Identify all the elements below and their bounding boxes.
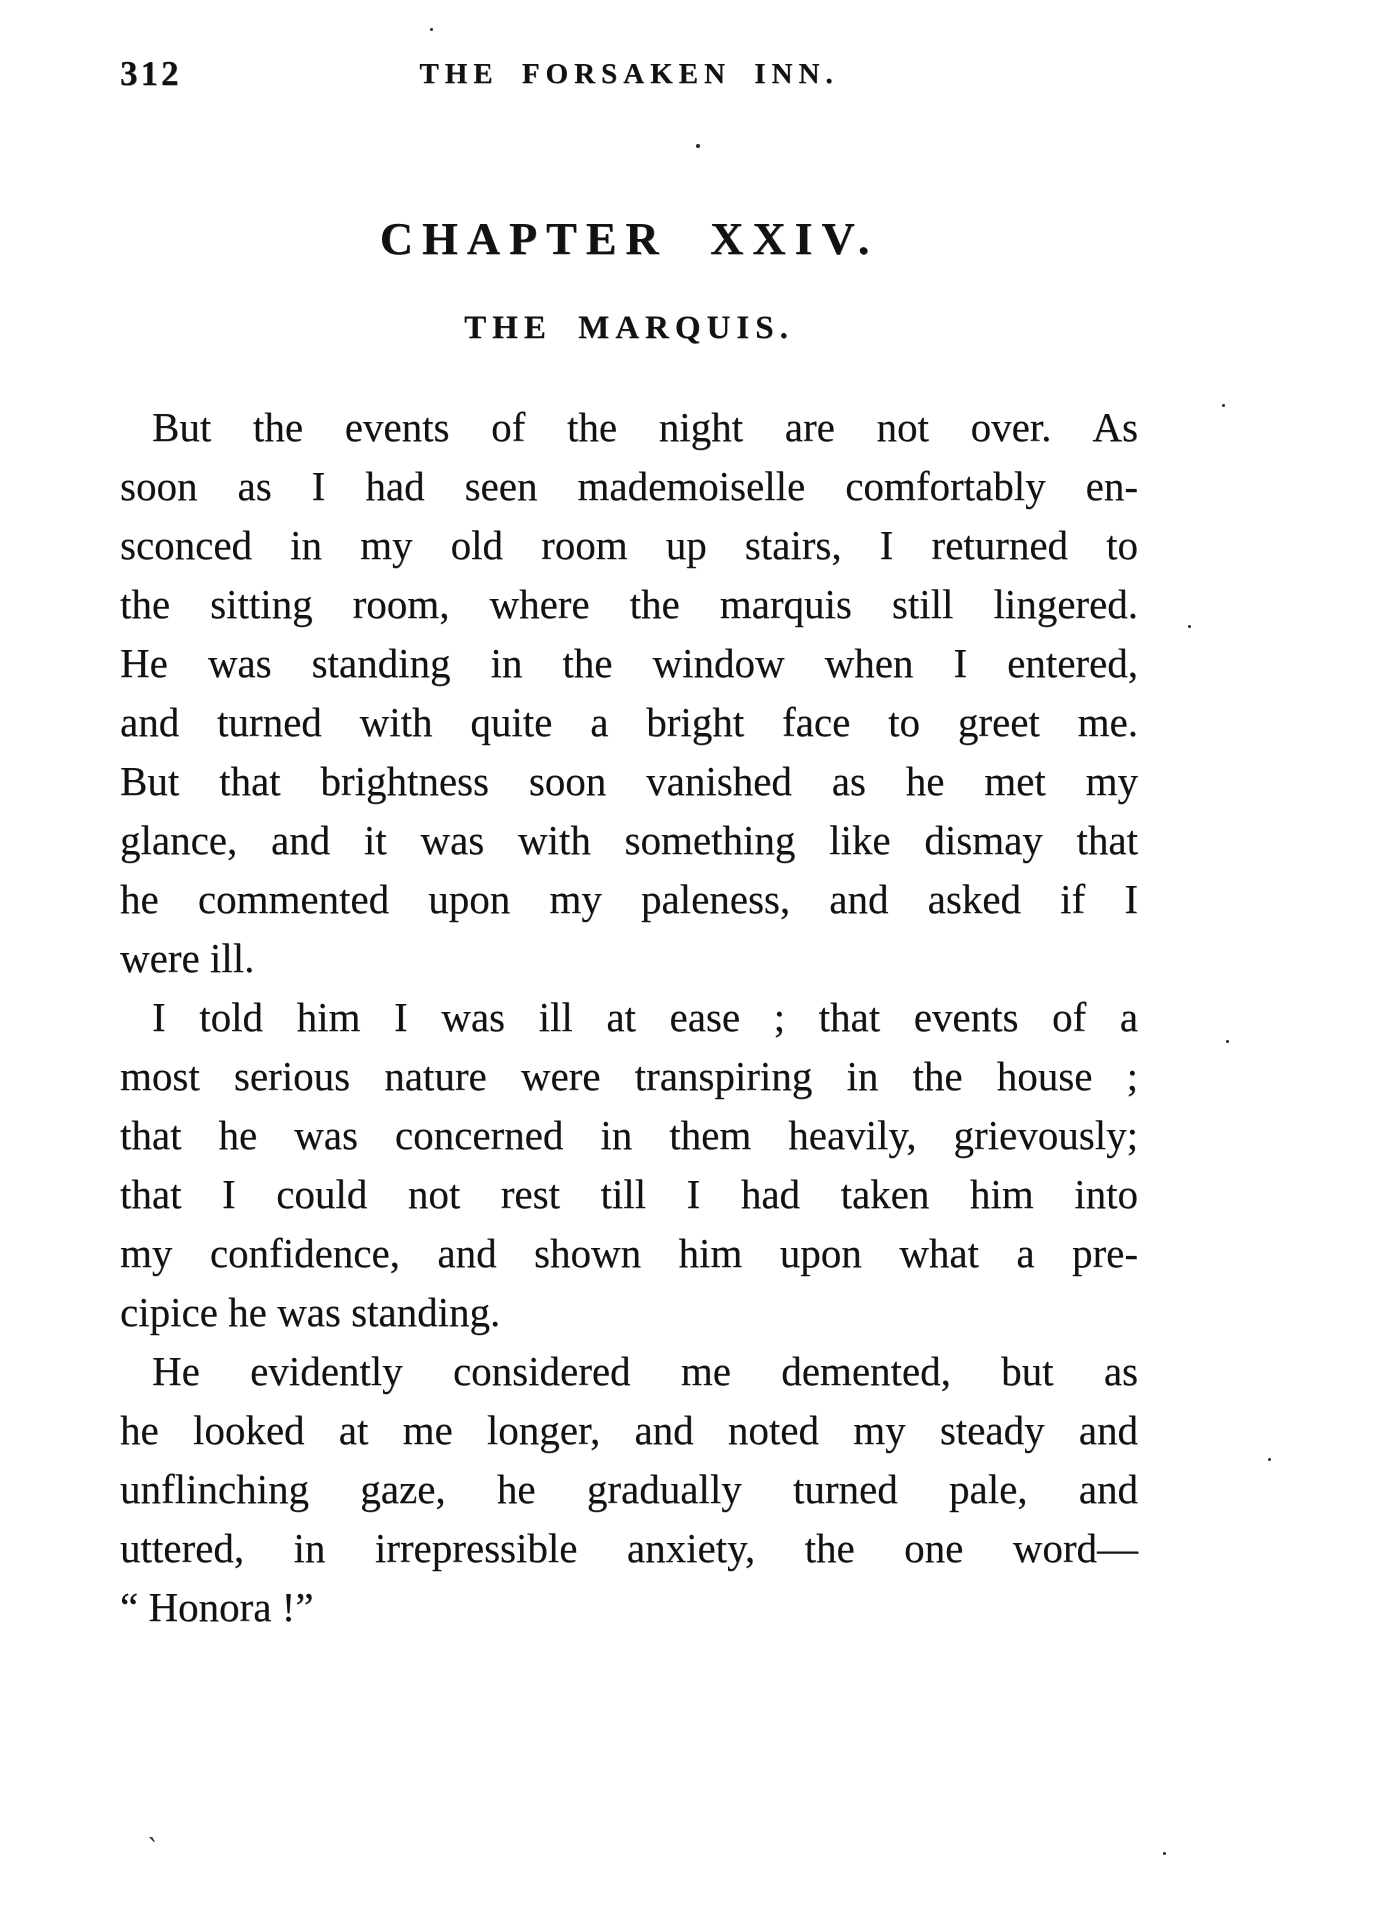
- text-line: But that brightness soon vanished as he met my: [120, 758, 1138, 804]
- text-line: soon as I had seen mademoiselle comfortably en-: [120, 463, 1138, 509]
- chapter-heading: CHAPTER XXIV.: [379, 213, 879, 264]
- text-line: I told him I was ill at ease ; that events of a: [152, 994, 1138, 1040]
- scan-speck: [1222, 404, 1225, 407]
- text-line: He evidently considered me demented, but as: [152, 1348, 1138, 1394]
- chapter-subtitle: THE MARQUIS.: [464, 310, 794, 346]
- text-line: that I could not rest till I had taken him into: [120, 1171, 1138, 1217]
- text-line: were ill.: [120, 935, 255, 981]
- running-title: THE FORSAKEN INN.: [419, 58, 839, 90]
- text-line: But the events of the night are not over. As: [152, 404, 1138, 450]
- page-number: 312: [120, 54, 182, 93]
- text-line: that he was concerned in them heavily, grievously;: [120, 1112, 1138, 1158]
- text-line: uttered, in irrepressible anxiety, the one word—: [120, 1525, 1138, 1571]
- text-line: and turned with quite a bright face to greet me.: [120, 699, 1138, 745]
- text-line: unflinching gaze, he gradually turned pale, and: [120, 1466, 1138, 1512]
- scan-speck: [696, 144, 700, 148]
- text-line: glance, and it was with something like dismay that: [120, 817, 1138, 863]
- text-line: most serious nature were transpiring in the house ;: [120, 1053, 1138, 1099]
- text-line: cipice he was standing.: [120, 1289, 501, 1335]
- scan-speck: [1268, 1458, 1271, 1461]
- scan-stray-mark: `: [143, 1831, 159, 1866]
- text-line: sconced in my old room up stairs, I returned to: [120, 522, 1138, 568]
- scan-speck: [1188, 625, 1191, 628]
- text-line: the sitting room, where the marquis still lingered.: [120, 581, 1138, 627]
- text-line: he looked at me longer, and noted my steady and: [120, 1407, 1138, 1453]
- scan-speck: [1163, 1852, 1166, 1855]
- running-head: [120, 52, 1138, 92]
- scan-speck: [1226, 1040, 1229, 1043]
- scan-speck: [430, 28, 433, 31]
- text-line: He was standing in the window when I entered,: [120, 640, 1138, 686]
- text-line: he commented upon my paleness, and asked if I: [120, 876, 1138, 922]
- text-line: “ Honora !”: [120, 1584, 314, 1630]
- text-line: my confidence, and shown him upon what a pre-: [120, 1230, 1138, 1276]
- body-text: [120, 398, 1138, 1637]
